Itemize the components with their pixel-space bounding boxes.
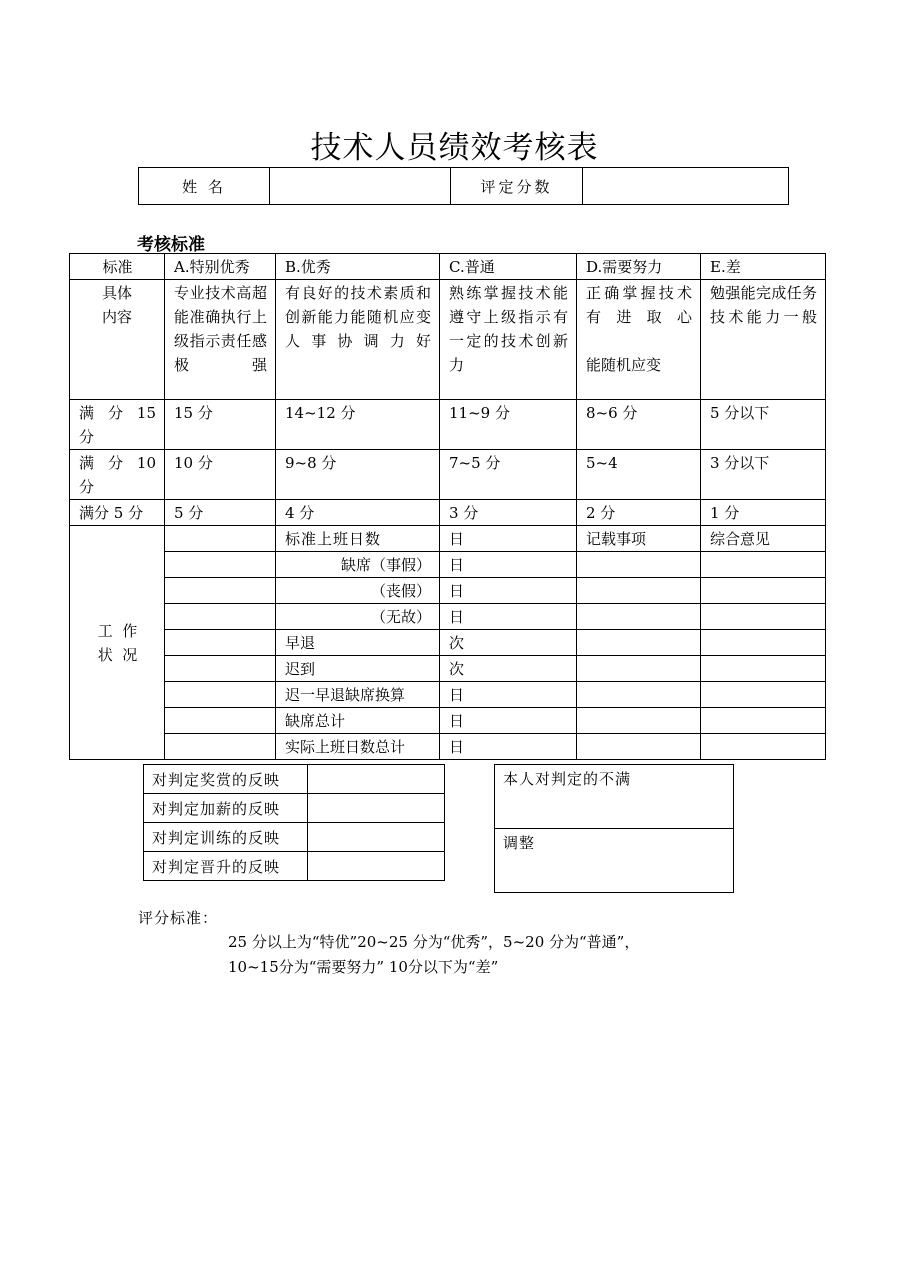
score-10-b: 9~8 分 [276, 450, 440, 500]
work-status-item: 标准上班日数 [276, 526, 440, 552]
content-grade-c: 熟练掌握技术能遵守上级指示有一定的技术创新力 [440, 280, 577, 400]
score-field[interactable] [583, 168, 789, 205]
overall-opinion-cell[interactable] [701, 604, 826, 630]
score-10-e: 3 分以下 [701, 450, 826, 500]
record-items-cell[interactable] [577, 734, 701, 760]
work-status-blank-cell[interactable] [165, 656, 276, 682]
record-items-cell[interactable] [577, 682, 701, 708]
work-status-blank-cell[interactable] [165, 526, 276, 552]
reward-reaction-field[interactable] [308, 765, 445, 794]
page-title: 技术人员绩效考核表 [310, 130, 599, 166]
raise-reaction-field[interactable] [308, 794, 445, 823]
score-row-10 [70, 450, 826, 500]
work-status-blank-cell[interactable] [165, 682, 276, 708]
score-15-c: 11~9 分 [440, 400, 577, 450]
work-status-item: 迟到 [276, 656, 440, 682]
work-status-item: 缺席（事假） [276, 552, 440, 578]
score-15-b: 14~12 分 [276, 400, 440, 450]
content-grade-a: 专业技术高超 能准确执行上级指示责任感极强 [165, 280, 276, 400]
work-status-item: 早退 [276, 630, 440, 656]
score-5-b: 4 分 [276, 500, 440, 526]
work-status-blank-cell[interactable] [165, 552, 276, 578]
name-score-table [138, 167, 789, 205]
score-label: 评定分数 [451, 168, 583, 205]
score-row-15 [70, 400, 826, 450]
promotion-reaction-label: 对判定晋升的反映 [144, 852, 308, 881]
raise-reaction-label: 对判定加薪的反映 [144, 794, 308, 823]
overall-opinion-cell[interactable] [701, 656, 826, 682]
work-status-unit: 日 [440, 526, 577, 552]
overall-opinion-cell[interactable] [701, 630, 826, 656]
training-reaction-label: 对判定训练的反映 [144, 823, 308, 852]
overall-opinion-cell[interactable] [701, 708, 826, 734]
work-status-row [70, 604, 826, 630]
work-status-blank-cell[interactable] [165, 604, 276, 630]
score-label-10: 满 分 10 分 [70, 450, 165, 500]
work-status-unit: 次 [440, 630, 577, 656]
work-status-blank-cell[interactable] [165, 630, 276, 656]
work-status-row [70, 734, 826, 760]
overall-opinion-cell[interactable] [701, 734, 826, 760]
overall-opinion-cell[interactable] [701, 578, 826, 604]
reaction-table [143, 764, 445, 881]
record-items-cell[interactable] [577, 552, 701, 578]
complaint-table [494, 764, 734, 893]
work-status-unit: 日 [440, 578, 577, 604]
header-grade-c: C.普通 [440, 254, 577, 280]
header-grade-d: D.需要努力 [577, 254, 701, 280]
score-label-5: 满分 5 分 [70, 500, 165, 526]
adjust-field[interactable] [495, 829, 734, 893]
content-grade-b: 有良好的技术素质和创新能力能随机应变人事协调力好 [276, 280, 440, 400]
scoring-label: 评分标准： [138, 909, 219, 927]
content-grade-d: 正确掌握技术 有进取心 [586, 284, 692, 326]
record-items-header: 记载事项 [577, 526, 701, 552]
work-status-row [70, 526, 826, 552]
header-standard: 标准 [70, 254, 165, 280]
score-15-a: 15 分 [165, 400, 276, 450]
score-5-c: 3 分 [440, 500, 577, 526]
header-grade-a: A.特别优秀 [165, 254, 276, 280]
work-status-row [70, 682, 826, 708]
training-reaction-field[interactable] [308, 823, 445, 852]
work-status-row [70, 708, 826, 734]
record-items-cell[interactable] [577, 578, 701, 604]
content-label-line2: 内容 [101, 308, 132, 326]
work-status-unit: 日 [440, 708, 577, 734]
work-status-item: （丧假） [276, 578, 440, 604]
work-status-label-line1: 工 作 [97, 622, 138, 640]
work-status-item: （无故） [276, 604, 440, 630]
work-status-item: 缺席总计 [276, 708, 440, 734]
work-status-row [70, 552, 826, 578]
work-status-blank-cell[interactable] [165, 734, 276, 760]
score-5-d: 2 分 [577, 500, 701, 526]
score-row-5 [70, 500, 826, 526]
header-grade-e: E.差 [701, 254, 826, 280]
promotion-reaction-field[interactable] [308, 852, 445, 881]
record-items-cell[interactable] [577, 708, 701, 734]
record-items-cell[interactable] [577, 630, 701, 656]
record-items-cell[interactable] [577, 656, 701, 682]
record-items-cell[interactable] [577, 604, 701, 630]
work-status-unit: 日 [440, 552, 577, 578]
score-10-c: 7~5 分 [440, 450, 577, 500]
criteria-header-row [70, 254, 826, 280]
score-5-e: 1 分 [701, 500, 826, 526]
work-status-unit: 次 [440, 656, 577, 682]
work-status-row [70, 630, 826, 656]
content-grade-d-extra: 能随机应变 [586, 356, 662, 374]
header-grade-b: B.优秀 [276, 254, 440, 280]
score-15-e: 5 分以下 [701, 400, 826, 450]
score-10-a: 10 分 [165, 450, 276, 500]
work-status-row [70, 578, 826, 604]
section-title: 考核标准 [137, 235, 205, 255]
overall-opinion-header: 综合意见 [701, 526, 826, 552]
name-label: 姓 名 [139, 168, 270, 205]
name-field[interactable] [270, 168, 451, 205]
overall-opinion-cell[interactable] [701, 682, 826, 708]
work-status-unit: 日 [440, 734, 577, 760]
content-grade-e: 勉强能完成任务 技术能力一般 [701, 280, 826, 400]
work-status-label-line2: 状 况 [97, 646, 138, 664]
work-status-section [70, 526, 826, 760]
dissatisfaction-label: 本人对判定的不满 [503, 770, 632, 788]
work-status-blank-cell[interactable] [165, 708, 276, 734]
scoring-line2: 10~15分为“需要努力” 10分以下为“差” [228, 958, 499, 976]
score-5-a: 5 分 [165, 500, 276, 526]
overall-opinion-cell[interactable] [701, 552, 826, 578]
reward-reaction-label: 对判定奖赏的反映 [144, 765, 308, 794]
work-status-row [70, 656, 826, 682]
dissatisfaction-field[interactable] [495, 765, 734, 829]
work-status-label [70, 526, 165, 760]
scoring-line1: 25 分以上为“特优”20~25 分为“优秀”，5~20 分为“普通”， [228, 933, 640, 951]
work-status-unit: 日 [440, 682, 577, 708]
score-10-d: 5~4 [577, 450, 701, 500]
work-status-item: 实际上班日数总计 [276, 734, 440, 760]
content-row [70, 280, 826, 400]
score-label-15: 满 分 15 分 [70, 400, 165, 450]
score-15-d: 8~6 分 [577, 400, 701, 450]
work-status-blank-cell[interactable] [165, 578, 276, 604]
work-status-item: 迟一早退缺席换算 [276, 682, 440, 708]
adjust-label: 调整 [503, 834, 536, 852]
content-label-line1: 具体 [101, 284, 132, 302]
work-status-unit: 日 [440, 604, 577, 630]
criteria-table [69, 253, 826, 760]
